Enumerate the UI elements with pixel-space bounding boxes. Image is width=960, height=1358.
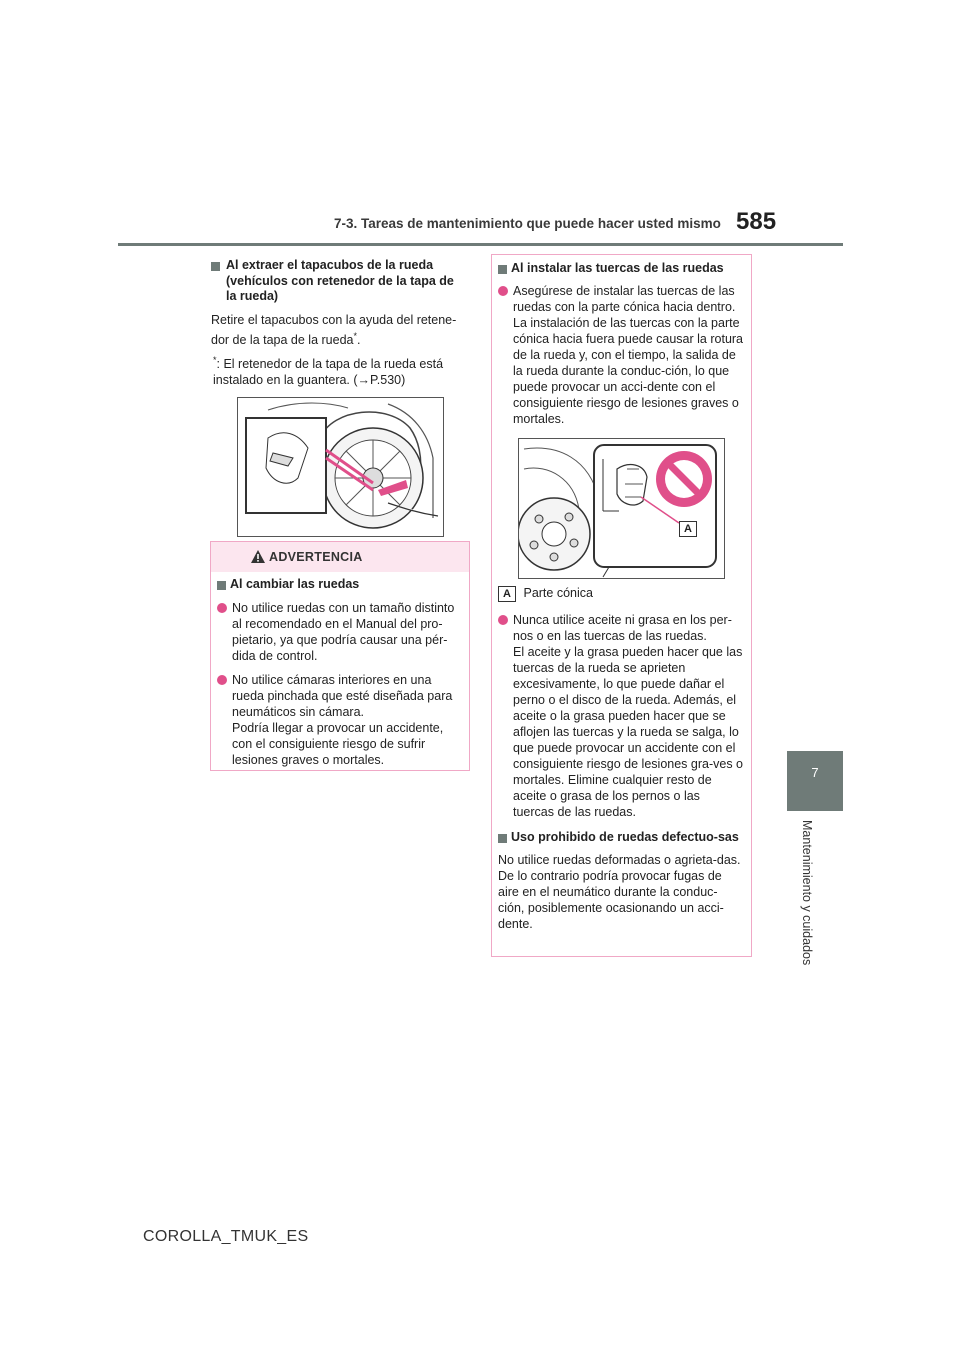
- chapter-side-label: [800, 820, 830, 1000]
- warning-triangle-icon: [251, 550, 265, 563]
- wheel-nut-illustration: [519, 439, 724, 578]
- warning-bullet: No utilice ruedas con un tamaño distinto al recomendado en el Manual del pro-pietario, ya que podría causar una pér-dida de control.: [217, 600, 463, 664]
- figure-callout-a: A: [679, 521, 697, 537]
- left-paragraph: Retire el tapacubos con la ayuda del retene-dor de la tapa de la rueda*.: [211, 312, 457, 347]
- lug-nut-bullet: Asegúrese de instalar las tuercas de las ruedas con la parte cónica hacia dentro. La instalación de las tuercas con la parte cónica hacia fuera puede causar la rotura de la rueda y, con el tiempo, la salida de la rueda durante la conduc-ción, lo que puede provocar un acci-dente con el consiguiente riesgo de lesiones graves o mortales.: [498, 283, 745, 427]
- page-reference-link[interactable]: P.530): [370, 372, 406, 387]
- square-bullet-icon: [211, 262, 220, 271]
- bullet-dot-icon: [498, 615, 508, 625]
- square-bullet-icon: [498, 265, 507, 274]
- defective-wheels-heading: Uso prohibido de ruedas defectuo-sas: [498, 830, 743, 846]
- chapter-tab[interactable]: 7: [787, 751, 843, 811]
- section-title: 7-3. Tareas de mantenimiento que puede hacer usted mismo: [334, 216, 721, 231]
- figure-legend: A Parte cónica: [498, 585, 743, 602]
- chapter-title: Mantenimiento y cuidados: [800, 820, 814, 966]
- warning-bullet: No utilice cámaras interiores en una rueda pinchada que esté diseñada para neumáticos sin cámara. Podría llegar a provocar un accidente, con el consiguiente riesgo de sufrir lesiones graves o mortales.: [217, 672, 463, 768]
- right-warning-box: [491, 254, 752, 957]
- legend-label-a: A: [498, 586, 516, 602]
- wheel-cap-removal-figure: [237, 397, 444, 537]
- tapered-nut-figure: [518, 438, 725, 579]
- warning-header: [211, 542, 469, 572]
- left-footnote: *: El retenedor de la tapa de la rueda está instalado en la guantera. (→P.530): [213, 354, 444, 387]
- bullet-dot-icon: [498, 286, 508, 296]
- left-heading: Al extraer el tapacubos de la rueda (vehículos con retenedor de la tapa de la rueda): [211, 258, 467, 305]
- wheel-cap-illustration: [238, 398, 443, 536]
- document-code: COROLLA_TMUK_ES: [143, 1228, 309, 1245]
- bullet-dot-icon: [217, 675, 227, 685]
- right-lower-content: [498, 585, 743, 932]
- left-section: [211, 258, 467, 388]
- warning-title: ADVERTENCIA: [269, 550, 363, 564]
- page-number: 585: [736, 208, 777, 235]
- grease-bullet: Nunca utilice aceite ni grasa en los per-nos o en las tuercas de las ruedas. El aceite y la grasa pueden hacer que las tuercas de la rueda se aprieten excesivamente, lo que puede dañar el perno o el disco de la rueda. Además, el aceite o la grasa pueden hacer que se aflojen las tuercas y la rueda se salga, lo que puede provocar un accidente con el consiguiente riesgo de lesiones gra-ves o mortales. Elimine cualquier resto de aceite o grasa de los pernos o las tuercas de las ruedas.: [498, 612, 743, 820]
- square-bullet-icon: [498, 834, 507, 843]
- header-rule: [118, 243, 843, 246]
- defective-wheels-paragraph: No utilice ruedas deformadas o agrieta-das. De lo contrario podría provocar fugas de aire en el neumático durante la conduc-ción, posiblemente ocasionando un acci-dente.: [498, 852, 741, 931]
- lug-nut-heading: Al instalar las tuercas de las ruedas: [498, 261, 745, 277]
- square-bullet-icon: [217, 581, 226, 590]
- warning-heading: Al cambiar las ruedas: [217, 577, 463, 593]
- warning-box: [210, 541, 470, 771]
- bullet-dot-icon: [217, 603, 227, 613]
